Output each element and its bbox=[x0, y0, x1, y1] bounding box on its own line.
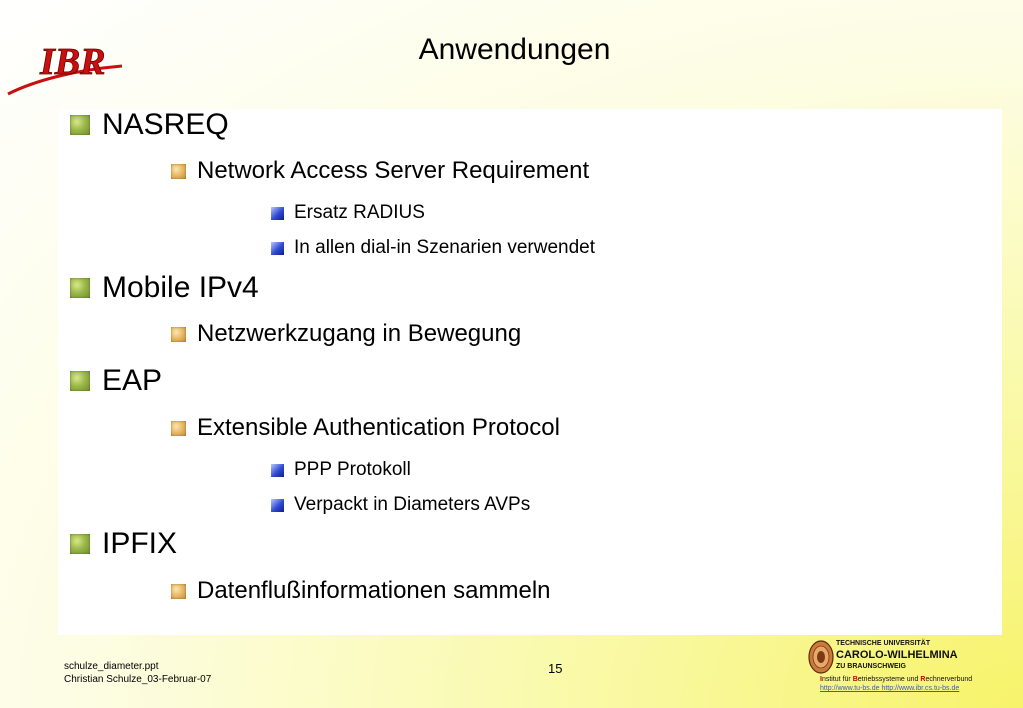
sub-sub-bullet-text: In allen dial-in Szenarien verwendet bbox=[294, 237, 596, 258]
bullet-nasreq bbox=[70, 108, 229, 142]
sub-bullet-text: Datenflußinformationen sammeln bbox=[197, 577, 551, 604]
bullet-text: Mobile IPv4 bbox=[102, 271, 259, 304]
footer-info bbox=[64, 660, 211, 686]
institute-name: Institut für Betriebssysteme und Rechnerverbund bbox=[820, 676, 973, 683]
bullet-text: EAP bbox=[102, 364, 163, 397]
sub-sub-bullet bbox=[271, 494, 530, 516]
sub-bullet-ipfix bbox=[171, 577, 551, 605]
sub-bullet-text: Network Access Server Requirement bbox=[197, 157, 590, 184]
bullet-text: IPFIX bbox=[102, 527, 178, 560]
sub-bullet-eap bbox=[171, 414, 560, 442]
green-bullet-icon bbox=[70, 534, 90, 554]
logo-text: IBR bbox=[40, 41, 106, 83]
bullet-text: NASREQ bbox=[102, 108, 229, 141]
blue-bullet-icon bbox=[271, 207, 284, 220]
footer-author-date: Christian Schulze_03-Februar-07 bbox=[64, 674, 212, 685]
university-links[interactable]: http://www.tu-bs.de http://www.ibr.cs.tu-bs.de bbox=[820, 685, 960, 692]
sub-sub-bullet bbox=[271, 237, 595, 259]
sub-sub-bullet bbox=[271, 202, 425, 224]
orange-bullet-icon bbox=[171, 421, 186, 436]
sub-bullet-mobile bbox=[171, 320, 521, 348]
bullet-eap bbox=[70, 364, 162, 398]
university-line-2: CAROLO-WILHELMINA bbox=[836, 649, 958, 661]
blue-bullet-icon bbox=[271, 242, 284, 255]
sub-sub-bullet bbox=[271, 459, 411, 481]
university-logo bbox=[808, 638, 1020, 704]
green-bullet-icon bbox=[70, 371, 90, 391]
sub-sub-bullet-text: Ersatz RADIUS bbox=[294, 202, 425, 223]
sub-sub-bullet-text: PPP Protokoll bbox=[294, 459, 411, 480]
university-line-3: ZU BRAUNSCHWEIG bbox=[836, 663, 906, 670]
university-seal-icon bbox=[808, 640, 834, 674]
slide-title: Anwendungen bbox=[418, 33, 611, 66]
sub-bullet-text: Extensible Authentication Protocol bbox=[197, 414, 560, 441]
page-number: 15 bbox=[548, 661, 563, 676]
content-panel bbox=[58, 109, 1002, 635]
university-line-1: TECHNISCHE UNIVERSITÄT bbox=[836, 640, 931, 647]
orange-bullet-icon bbox=[171, 164, 186, 179]
bullet-ipfix bbox=[70, 527, 177, 561]
blue-bullet-icon bbox=[271, 464, 284, 477]
orange-bullet-icon bbox=[171, 584, 186, 599]
sub-bullet-text: Netzwerkzugang in Bewegung bbox=[197, 320, 522, 347]
blue-bullet-icon bbox=[271, 499, 284, 512]
sub-sub-bullet-text: Verpackt in Diameters AVPs bbox=[294, 494, 531, 515]
orange-bullet-icon bbox=[171, 327, 186, 342]
sub-bullet-nasreq bbox=[171, 157, 589, 185]
footer-filename: schulze_diameter.ppt bbox=[64, 661, 159, 672]
green-bullet-icon bbox=[70, 115, 90, 135]
green-bullet-icon bbox=[70, 278, 90, 298]
bullet-mobile-ipv4 bbox=[70, 271, 259, 305]
